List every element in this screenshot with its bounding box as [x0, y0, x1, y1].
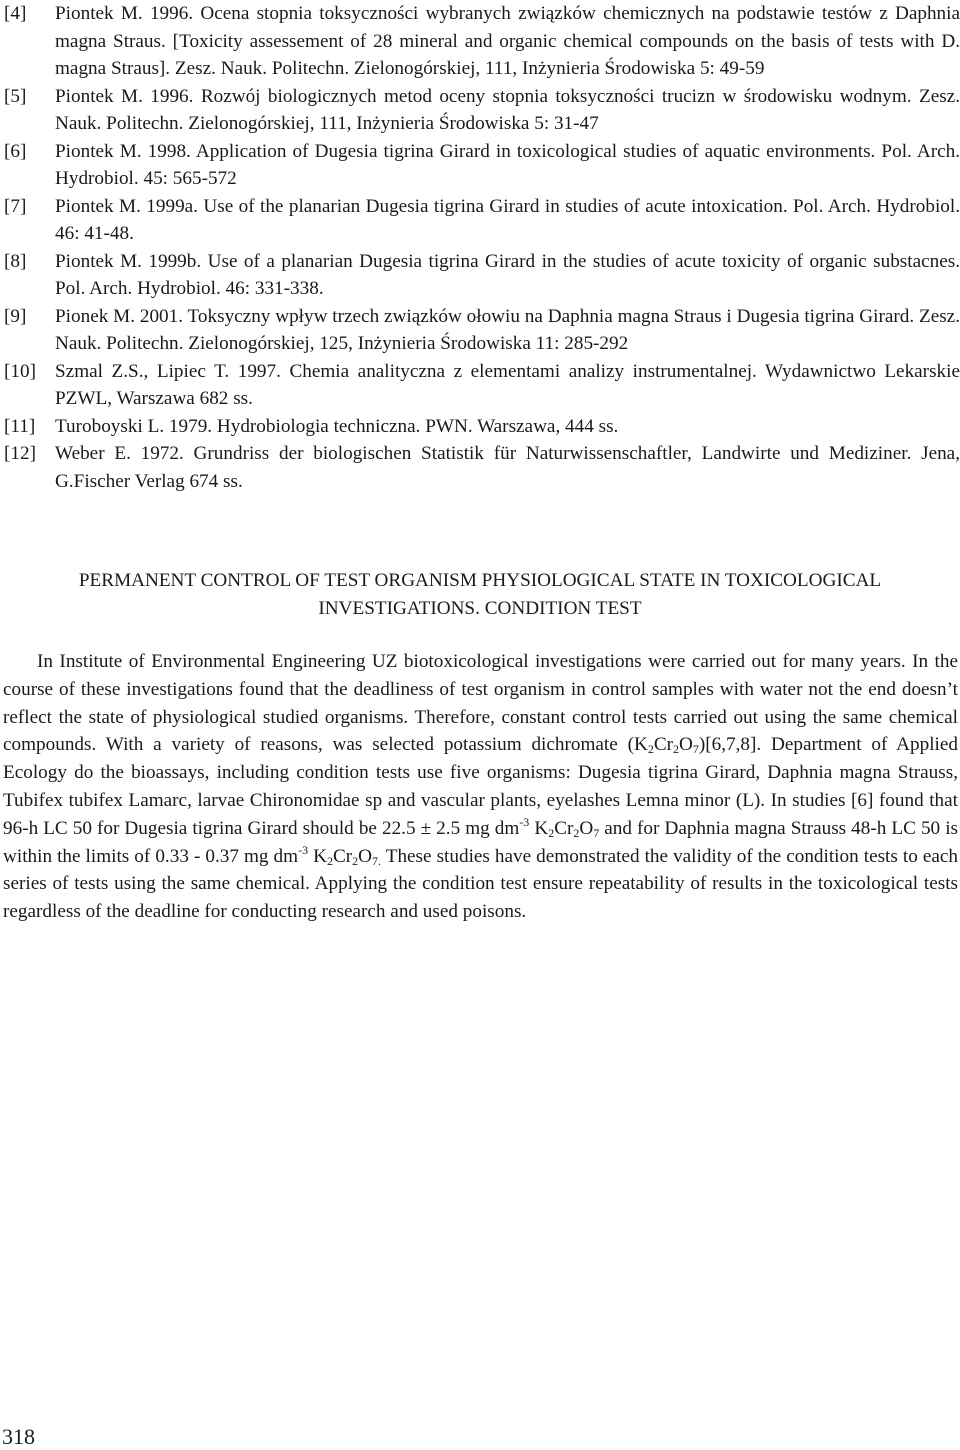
reference-text: Szmal Z.S., Lipiec T. 1997. Chemia analityczna z elementami analizy instrumentalnej. Wydawnictwo Lekarskie PZWL, Warszawa 682 ss. [55, 360, 960, 409]
subscript: 2 [548, 825, 555, 840]
reference-number: [7] [4, 195, 27, 217]
body-text-run: In Institute of Environmental Engineering UZ biotoxicological investigations were carried out for many years. In the course of these investigations found that the deadliness of test organism in control samples with water not the end doesn’t reflect the state of physiological studied organisms. Therefore, constant control tests carried out using the same chemical compounds. With a variety of reasons, was selected potassium dichromate (K [3, 651, 958, 756]
body-text-run: and for Daphnia magna Strauss 48-h LC 50 is within the limits of 0.33 - 0.37 mg dm [3, 817, 958, 867]
reference-number: [5] [4, 85, 27, 107]
reference-number: [8] [4, 250, 27, 272]
subscript: 7 [593, 825, 600, 840]
body-text-run: Cr [653, 734, 674, 756]
subscript: 2 [673, 742, 680, 757]
superscript: -3 [519, 814, 530, 829]
page-number: 318 [2, 1424, 35, 1449]
reference-number: [10] [4, 360, 36, 382]
subscript: 2 [647, 742, 654, 757]
body-text-run: Cr [554, 817, 574, 839]
section-title-line: PERMANENT CONTROL OF TEST ORGANISM PHYSIOLOGICAL STATE IN TOXICOLOGICAL [78, 570, 882, 591]
reference-number: [11] [4, 415, 36, 437]
reference-text: Turoboyski L. 1979. Hydrobiologia techniczna. PWN. Warszawa, 444 ss. [55, 415, 619, 437]
reference-item [4, 193, 960, 248]
reference-number: [12] [4, 443, 36, 464]
subscript: 7. [372, 853, 382, 868]
reference-text: Piontek M. 1998. Application of Dugesia tigrina Girard in toxicological studies of aquatic environments. Pol. Arch. Hydrobiol. 45: 565-572 [55, 140, 960, 189]
body-paragraph [3, 648, 958, 926]
reference-text: Piontek M. 1999b. Use of a planarian Dugesia tigrina Girard in the studies of acute toxicity of organic substacnes. Pol. Arch. Hydrobiol. 46: 331-338. [55, 250, 960, 299]
reference-text: Piontek M. 1996. Rozwój biologicznych metod oceny stopnia toksyczności trucizn w środowisku wodnym. Zesz. Nauk. Politechn. Zielonogórskiej, 111, Inżynieria Środowiska 5: 31-47 [55, 85, 960, 134]
reference-item [4, 0, 960, 83]
reference-item [4, 440, 960, 495]
subscript: 2 [326, 853, 333, 868]
superscript: -3 [298, 842, 309, 857]
reference-item [4, 303, 960, 358]
body-text-run: O [679, 734, 693, 756]
body-text-run: These studies have demonstrated the validity of the condition tests to each series of tests using the same chemical. Applying the condition test ensure repeatability of results in the toxicological tests regardless of the deadline for conducting research and used poisons. [3, 845, 959, 923]
body-text-run: K [529, 817, 549, 839]
reference-item [4, 248, 960, 303]
reference-text: Pionek M. 2001. Toksyczny wpływ trzech związków ołowiu na Daphnia magna Straus i Dugesia tigrina Girard. Zesz. Nauk. Politechn. Zielonogórskiej, 125, Inżynieria Środowiska 11: 285-292 [55, 305, 960, 354]
subscript: 2 [352, 853, 359, 868]
reference-number: [6] [4, 140, 27, 162]
subscript: 2 [573, 825, 580, 840]
reference-number: [4] [4, 3, 27, 24]
reference-text: Piontek M. 1996. Ocena stopnia toksyczności wybranych związków chemicznych na podstawie testów z Daphnia magna Straus. [Toxicity assessement of 28 mineral and organic chemical compounds on the basis of tests with D. magna Straus]. Zesz. Nauk. Politechn. Zielonogórskiej, 111, Inżynieria Środowiska 5: 49-59 [55, 3, 960, 79]
reference-text: Piontek M. 1999a. Use of the planarian Dugesia tigrina Girard in studies of acute intoxication. Pol. Arch. Hydrobiol. 46: 41-48. [55, 195, 960, 244]
reference-item [4, 358, 960, 413]
reference-text: Weber E. 1972. Grundriss der biologischen Statistik für Naturwissenschaftler, Landwirte und Mediziner. Jena, G.Fischer Verlag 674 ss. [55, 443, 960, 492]
body-text-run: Cr [332, 845, 353, 867]
reference-number: [9] [4, 305, 27, 327]
body-text-run: O [358, 845, 373, 867]
body-text-run: O [579, 817, 594, 839]
reference-item [4, 138, 960, 193]
subscript: 7 [692, 742, 699, 757]
body-text-run: K [308, 845, 327, 867]
reference-item [4, 83, 960, 138]
section-title-line: INVESTIGATIONS. CONDITION TEST [318, 597, 642, 619]
body-text-run: )[6,7,8]. Department of Applied Ecology do the bioassays, including condition tests use five organisms: Dugesia tigrina Girard, Daphnia magna Strauss, Tubifex tubifex Lamarc, larvae Chironomidae sp and vascular plants, eyelashes Lemna minor (L). In studies [6] found that 96-h LC 50 for Dugesia tigrina Girard should be 22.5 ± 2.5 mg dm [3, 734, 958, 839]
section-title [0, 567, 960, 622]
reference-list [4, 0, 960, 495]
reference-item [4, 413, 960, 441]
